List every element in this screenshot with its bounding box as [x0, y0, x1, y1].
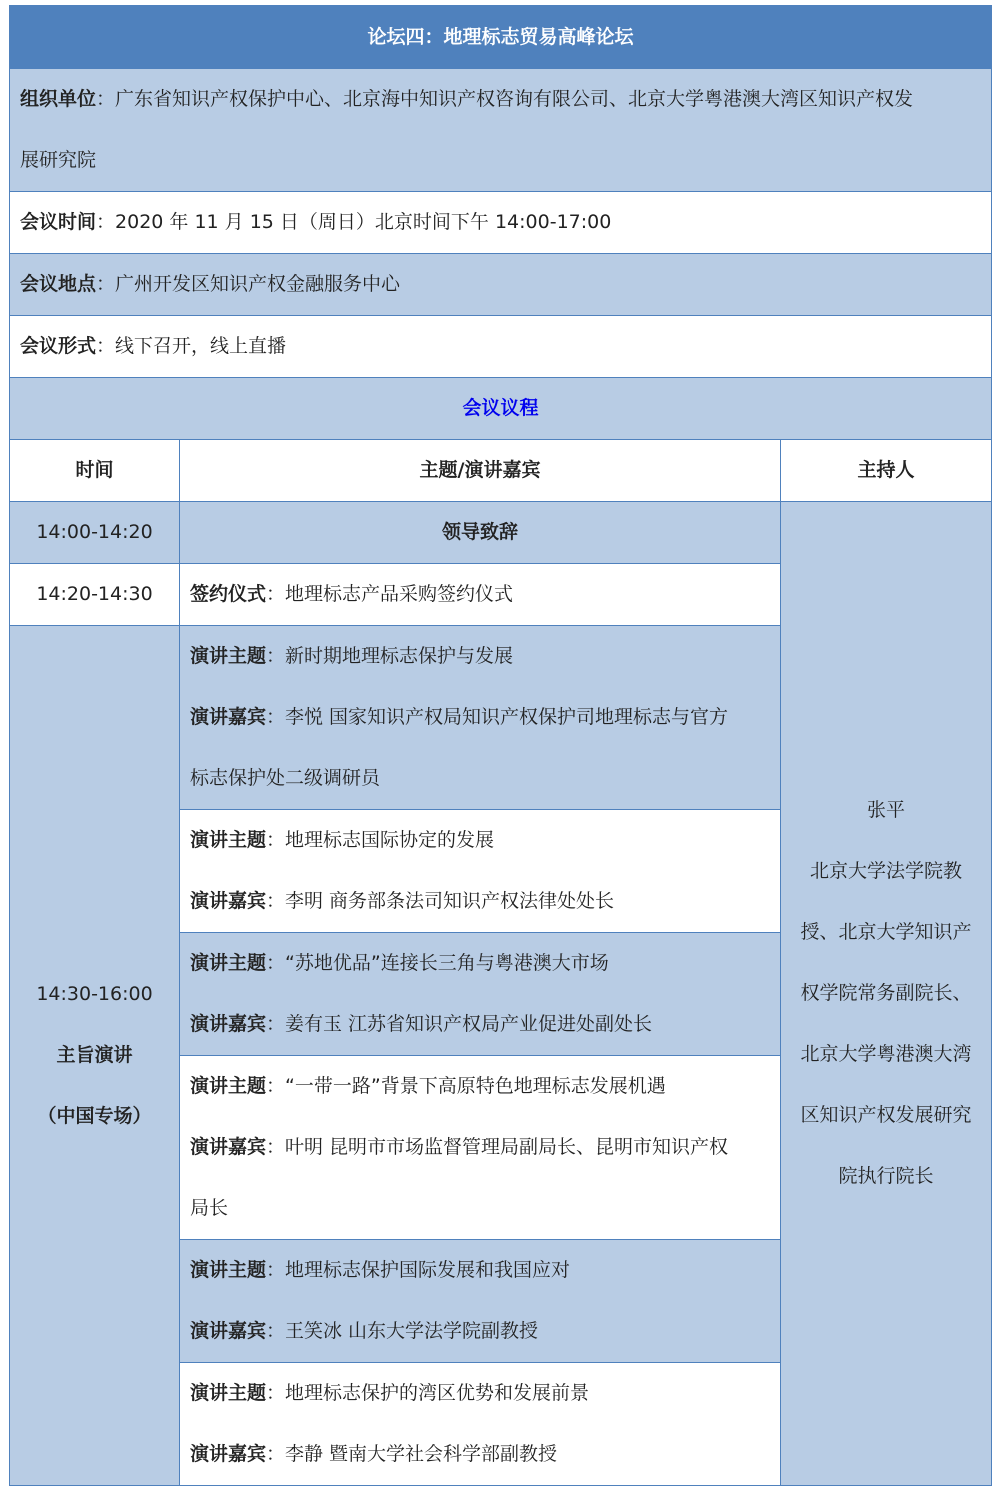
host-name: 张平 [866, 799, 905, 821]
host-title-line: 授、北京大学知识产 [800, 921, 972, 943]
column-header-topic: 主题/演讲嘉宾 [180, 440, 781, 502]
time-label: 会议时间 [20, 211, 97, 233]
forum-title-row [10, 6, 992, 69]
speech-topic-label: 演讲主题 [190, 829, 267, 851]
speech-speaker-continued: 局长 [190, 1197, 229, 1219]
column-header-row [10, 440, 992, 502]
format-cell [10, 316, 992, 378]
speech-cell [180, 626, 781, 810]
speech-speaker: ：王笑冰 山东大学法学院副教授 [266, 1320, 539, 1342]
row-time: 14:20-14:30 [10, 564, 180, 626]
format-row [10, 316, 992, 378]
speech-cell [180, 1363, 781, 1486]
organizer-value-continued: 展研究院 [20, 149, 97, 171]
organizer-row [10, 69, 992, 192]
speech-speaker-label: 演讲嘉宾 [190, 1136, 267, 1158]
time-value: ：2020 年 11 月 15 日（周日）北京时间下午 14:00-17:00 [96, 211, 612, 233]
speech-speaker: ：李静 暨南大学社会科学部副教授 [266, 1443, 558, 1465]
speech-speaker-label: 演讲嘉宾 [190, 890, 267, 912]
speech-topic: ：地理标志保护的湾区优势和发展前景 [266, 1382, 590, 1404]
organizer-value: ：广东省知识产权保护中心、北京海中知识产权咨询有限公司、北京大学粤港澳大湾区知识产权发 [96, 88, 914, 110]
format-label: 会议形式 [20, 335, 97, 357]
speech-speaker: ：姜有玉 江苏省知识产权局产业促进处副处长 [266, 1013, 653, 1035]
agenda-row-opening [10, 502, 992, 564]
speech-speaker-label: 演讲嘉宾 [190, 1443, 267, 1465]
speech-topic: ：“一带一路”背景下高原特色地理标志发展机遇 [266, 1075, 666, 1097]
speech-topic-label: 演讲主题 [190, 952, 267, 974]
speech-speaker-label: 演讲嘉宾 [190, 1013, 267, 1035]
row-topic: 领导致辞 [180, 502, 781, 564]
speech-topic: ：新时期地理标志保护与发展 [266, 645, 514, 667]
forum-title: 论坛四：地理标志贸易高峰论坛 [10, 6, 992, 69]
host-title-line: 院执行院长 [838, 1165, 934, 1187]
host-title-line: 区知识产权发展研究 [800, 1104, 972, 1126]
keynote-time-cell [10, 626, 180, 1486]
row-topic [180, 564, 781, 626]
host-cell [781, 502, 992, 1486]
place-value: ：广州开发区知识产权金融服务中心 [96, 273, 401, 295]
speech-speaker: ：李悦 国家知识产权局知识产权保护司地理标志与官方 [266, 706, 729, 728]
speech-cell [180, 933, 781, 1056]
speech-topic-label: 演讲主题 [190, 645, 267, 667]
speech-cell [180, 810, 781, 933]
speech-speaker: ：李明 商务部条法司知识产权法律处处长 [266, 890, 615, 912]
speech-speaker: ：叶明 昆明市市场监督管理局副局长、昆明市知识产权 [266, 1136, 729, 1158]
time-cell [10, 192, 992, 254]
host-title-line: 北京大学法学院教 [809, 860, 962, 882]
speech-cell [180, 1240, 781, 1363]
signing-value: ：地理标志产品采购签约仪式 [266, 583, 514, 605]
time-row [10, 192, 992, 254]
speech-topic: ：地理标志国际协定的发展 [266, 829, 495, 851]
place-row [10, 254, 992, 316]
forum-agenda-table [9, 5, 992, 1486]
column-header-host: 主持人 [781, 440, 992, 502]
speech-speaker-continued: 标志保护处二级调研员 [190, 767, 381, 789]
signing-label: 签约仪式 [190, 583, 267, 605]
speech-topic-label: 演讲主题 [190, 1259, 267, 1281]
keynote-title: 主旨演讲 [56, 1044, 133, 1066]
speech-speaker-label: 演讲嘉宾 [190, 1320, 267, 1342]
speech-topic: ：“苏地优品”连接长三角与粤港澳大市场 [266, 952, 609, 974]
keynote-subtitle: （中国专场） [37, 1105, 152, 1127]
place-label: 会议地点 [20, 273, 97, 295]
speech-cell [180, 1056, 781, 1240]
organizer-label: 组织单位 [20, 88, 97, 110]
speech-topic: ：地理标志保护国际发展和我国应对 [266, 1259, 571, 1281]
host-title-line: 北京大学粤港澳大湾 [800, 1043, 972, 1065]
organizer-cell [10, 69, 992, 192]
speech-topic-label: 演讲主题 [190, 1382, 267, 1404]
host-title-line: 权学院常务副院长、 [800, 982, 972, 1004]
speech-topic-label: 演讲主题 [190, 1075, 267, 1097]
format-value: ：线下召开，线上直播 [96, 335, 287, 357]
keynote-time: 14:30-16:00 [36, 983, 153, 1005]
place-cell [10, 254, 992, 316]
agenda-heading: 会议议程 [10, 378, 992, 440]
row-time: 14:00-14:20 [10, 502, 180, 564]
agenda-heading-row [10, 378, 992, 440]
speech-speaker-label: 演讲嘉宾 [190, 706, 267, 728]
column-header-time: 时间 [10, 440, 180, 502]
